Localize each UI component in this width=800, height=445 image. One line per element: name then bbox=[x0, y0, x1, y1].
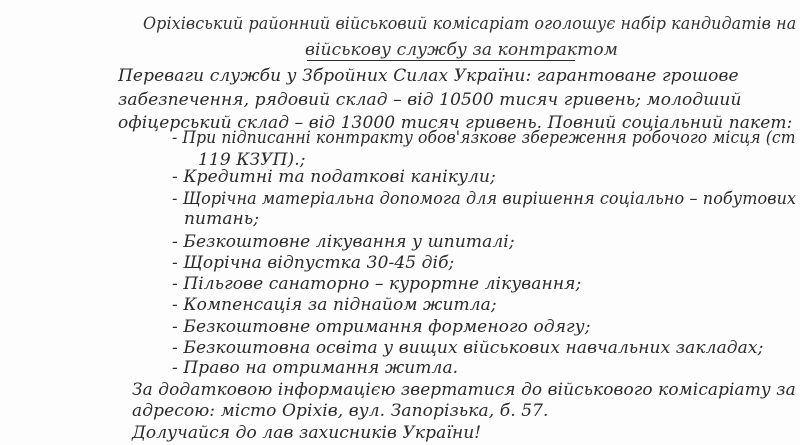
benefit-item: - Компенсація за піднайом житла; bbox=[172, 295, 497, 315]
intro-line-2: забезпечення, рядовий склад – від 10500 тисяч гривень; молодший bbox=[118, 90, 742, 110]
benefit-item: - Щорічна відпустка 30-45 діб; bbox=[172, 253, 455, 273]
benefit-item: - Безкоштовне лікування у шпиталі; bbox=[172, 232, 515, 252]
closing-line: Долучайся до лав захисників України! bbox=[132, 423, 482, 443]
contact-line-2: адресою: місто Оріхів, вул. Запорізька, б. 57. bbox=[132, 401, 549, 421]
benefit-item: питань; bbox=[184, 209, 260, 229]
benefit-item: - Кредитні та податкові канікули; bbox=[172, 167, 496, 187]
benefit-item: - При підписанні контракту обов'язкове збереження робочого місця (ст bbox=[172, 128, 796, 148]
benefit-item: - Щорічна матеріальна допомога для вирішення соціально – побутових bbox=[172, 189, 797, 209]
benefit-item: - Право на отримання житла. bbox=[172, 358, 459, 378]
title-line-1: Оріхівський районний військовий комісаріат оголошує набір кандидатів на bbox=[143, 14, 797, 34]
title-line-2: військову службу за контрактом bbox=[305, 40, 618, 60]
benefit-item: - Безкоштовне отримання форменого одягу; bbox=[172, 317, 591, 337]
intro-line-1: Переваги служби у Збройних Силах України: гарантоване грошове bbox=[118, 66, 739, 86]
benefit-item: - Безкоштовна освіта у вищих військових навчальних закладах; bbox=[172, 338, 764, 358]
contact-line-1: За додатковою інформацією звертатися до військового комісаріату за bbox=[132, 380, 796, 400]
intro-line-3: офіцерський склад – від 13000 тисяч гривень. Повний соціальний пакет: bbox=[118, 113, 793, 133]
benefit-item: - Пільгове санаторно – курортне лікування; bbox=[172, 274, 582, 294]
benefit-item: 119 КЗУП).; bbox=[198, 150, 306, 170]
title-underline bbox=[307, 60, 575, 61]
